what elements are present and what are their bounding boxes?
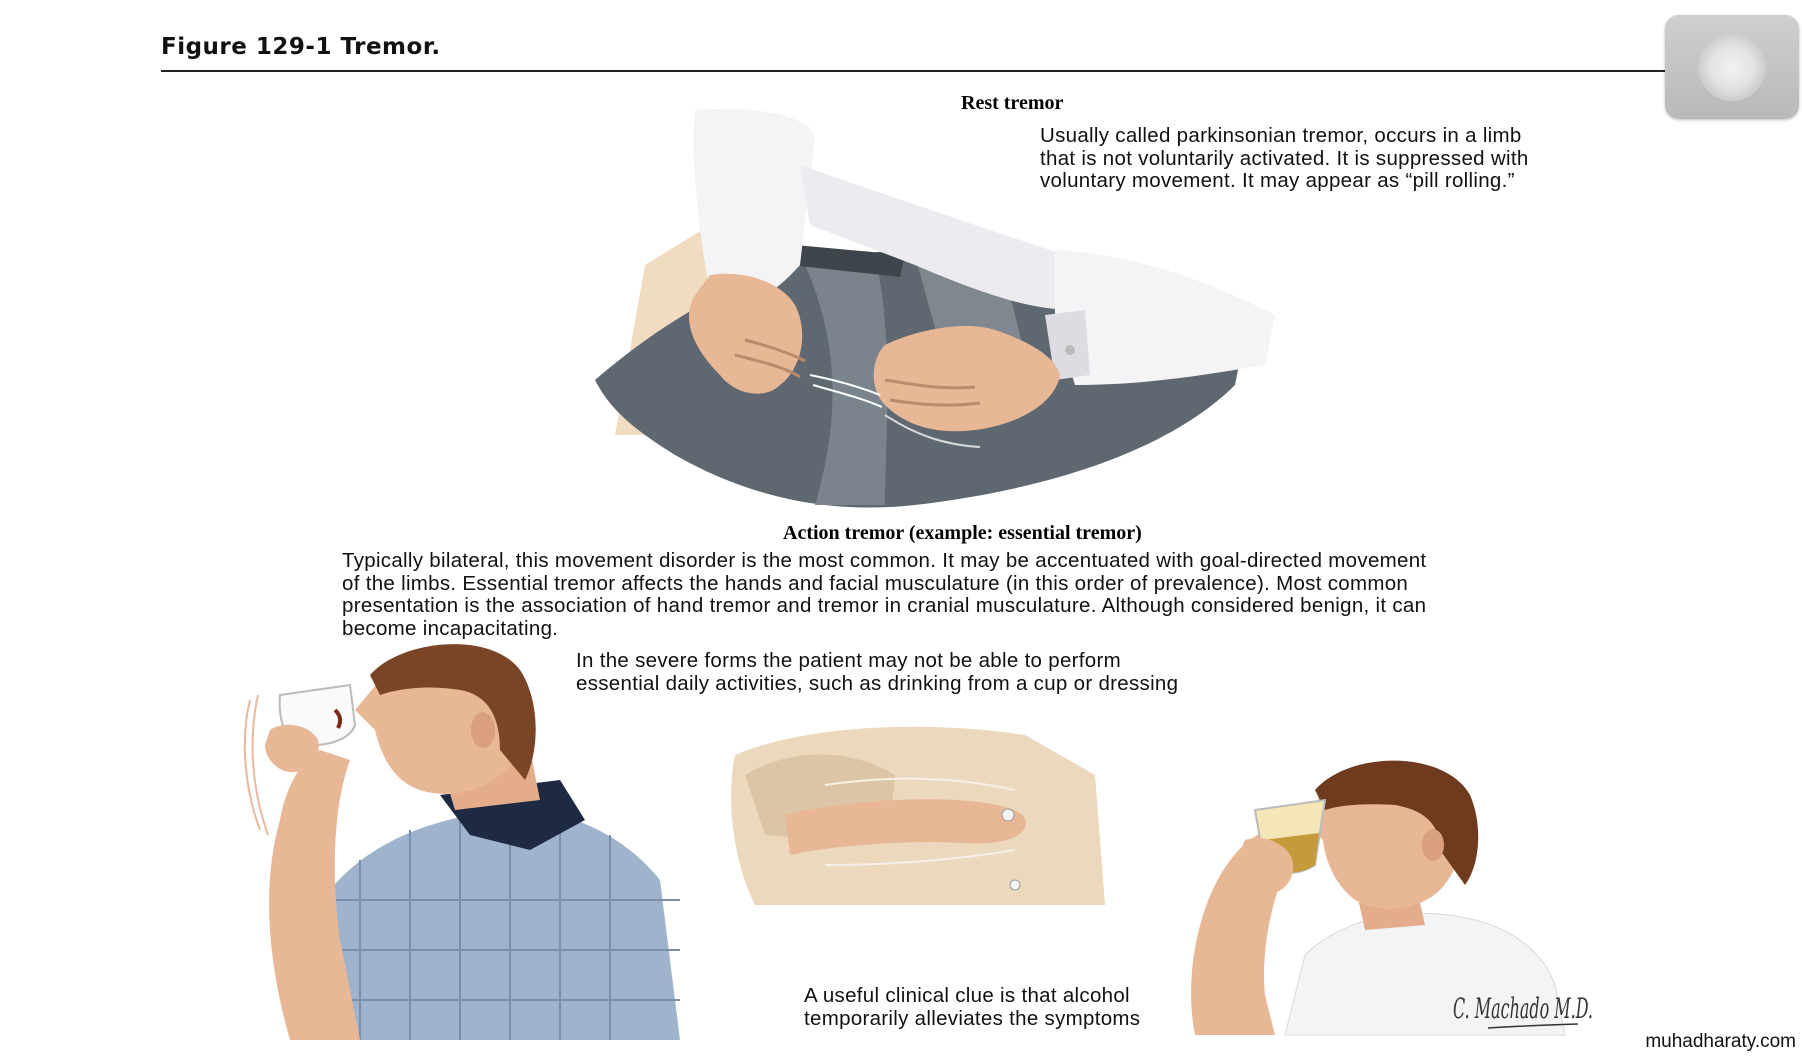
signature-text: C. Machado M.D. xyxy=(1453,992,1593,1025)
text-line: Usually called parkinsonian tremor, occurs in a limb xyxy=(1040,124,1522,147)
action-tremor-heading: Action tremor (example: essential tremor) xyxy=(783,522,1142,544)
alcohol-note xyxy=(804,985,1140,1030)
text-line: of the limbs. Essential tremor affects the hands and facial musculature (in this order of prevalence). Most common xyxy=(342,571,1409,595)
circle-icon xyxy=(1698,33,1766,101)
rest-tremor-heading: Rest tremor xyxy=(961,92,1064,114)
artist-signature xyxy=(1448,990,1598,1035)
text-line: that is not voluntarily activated. It is suppressed with xyxy=(1040,146,1529,170)
text-line: A useful clinical clue is that alcohol xyxy=(804,984,1130,1007)
figure-title: Figure 129-1 Tremor. xyxy=(161,34,441,60)
site-watermark: muhadharaty.com xyxy=(1645,1031,1796,1052)
text-line: become incapacitating. xyxy=(342,616,559,640)
action-tremor-description xyxy=(342,550,1426,640)
text-line: voluntary movement. It may appear as “pill rolling.” xyxy=(1040,169,1515,192)
text-line: essential daily activities, such as drinking from a cup or dressing xyxy=(576,671,1179,695)
text-line: In the severe forms the patient may not be able to perform xyxy=(576,649,1121,672)
text-line: temporarily alleviates the symptoms xyxy=(804,1006,1141,1030)
buttoning-illustration xyxy=(725,715,1125,915)
text-line: presentation is the association of hand tremor and tremor in cranial musculature. Although considered benign, it can xyxy=(342,594,1427,617)
rest-tremor-description xyxy=(1040,125,1529,193)
text-line: Typically bilateral, this movement disorder is the most common. It may be accentuated with goal-directed movement xyxy=(342,549,1427,572)
slide-nav-button[interactable] xyxy=(1665,15,1799,119)
title-divider xyxy=(161,70,1676,72)
cup-drinking-illustration xyxy=(240,640,700,1040)
